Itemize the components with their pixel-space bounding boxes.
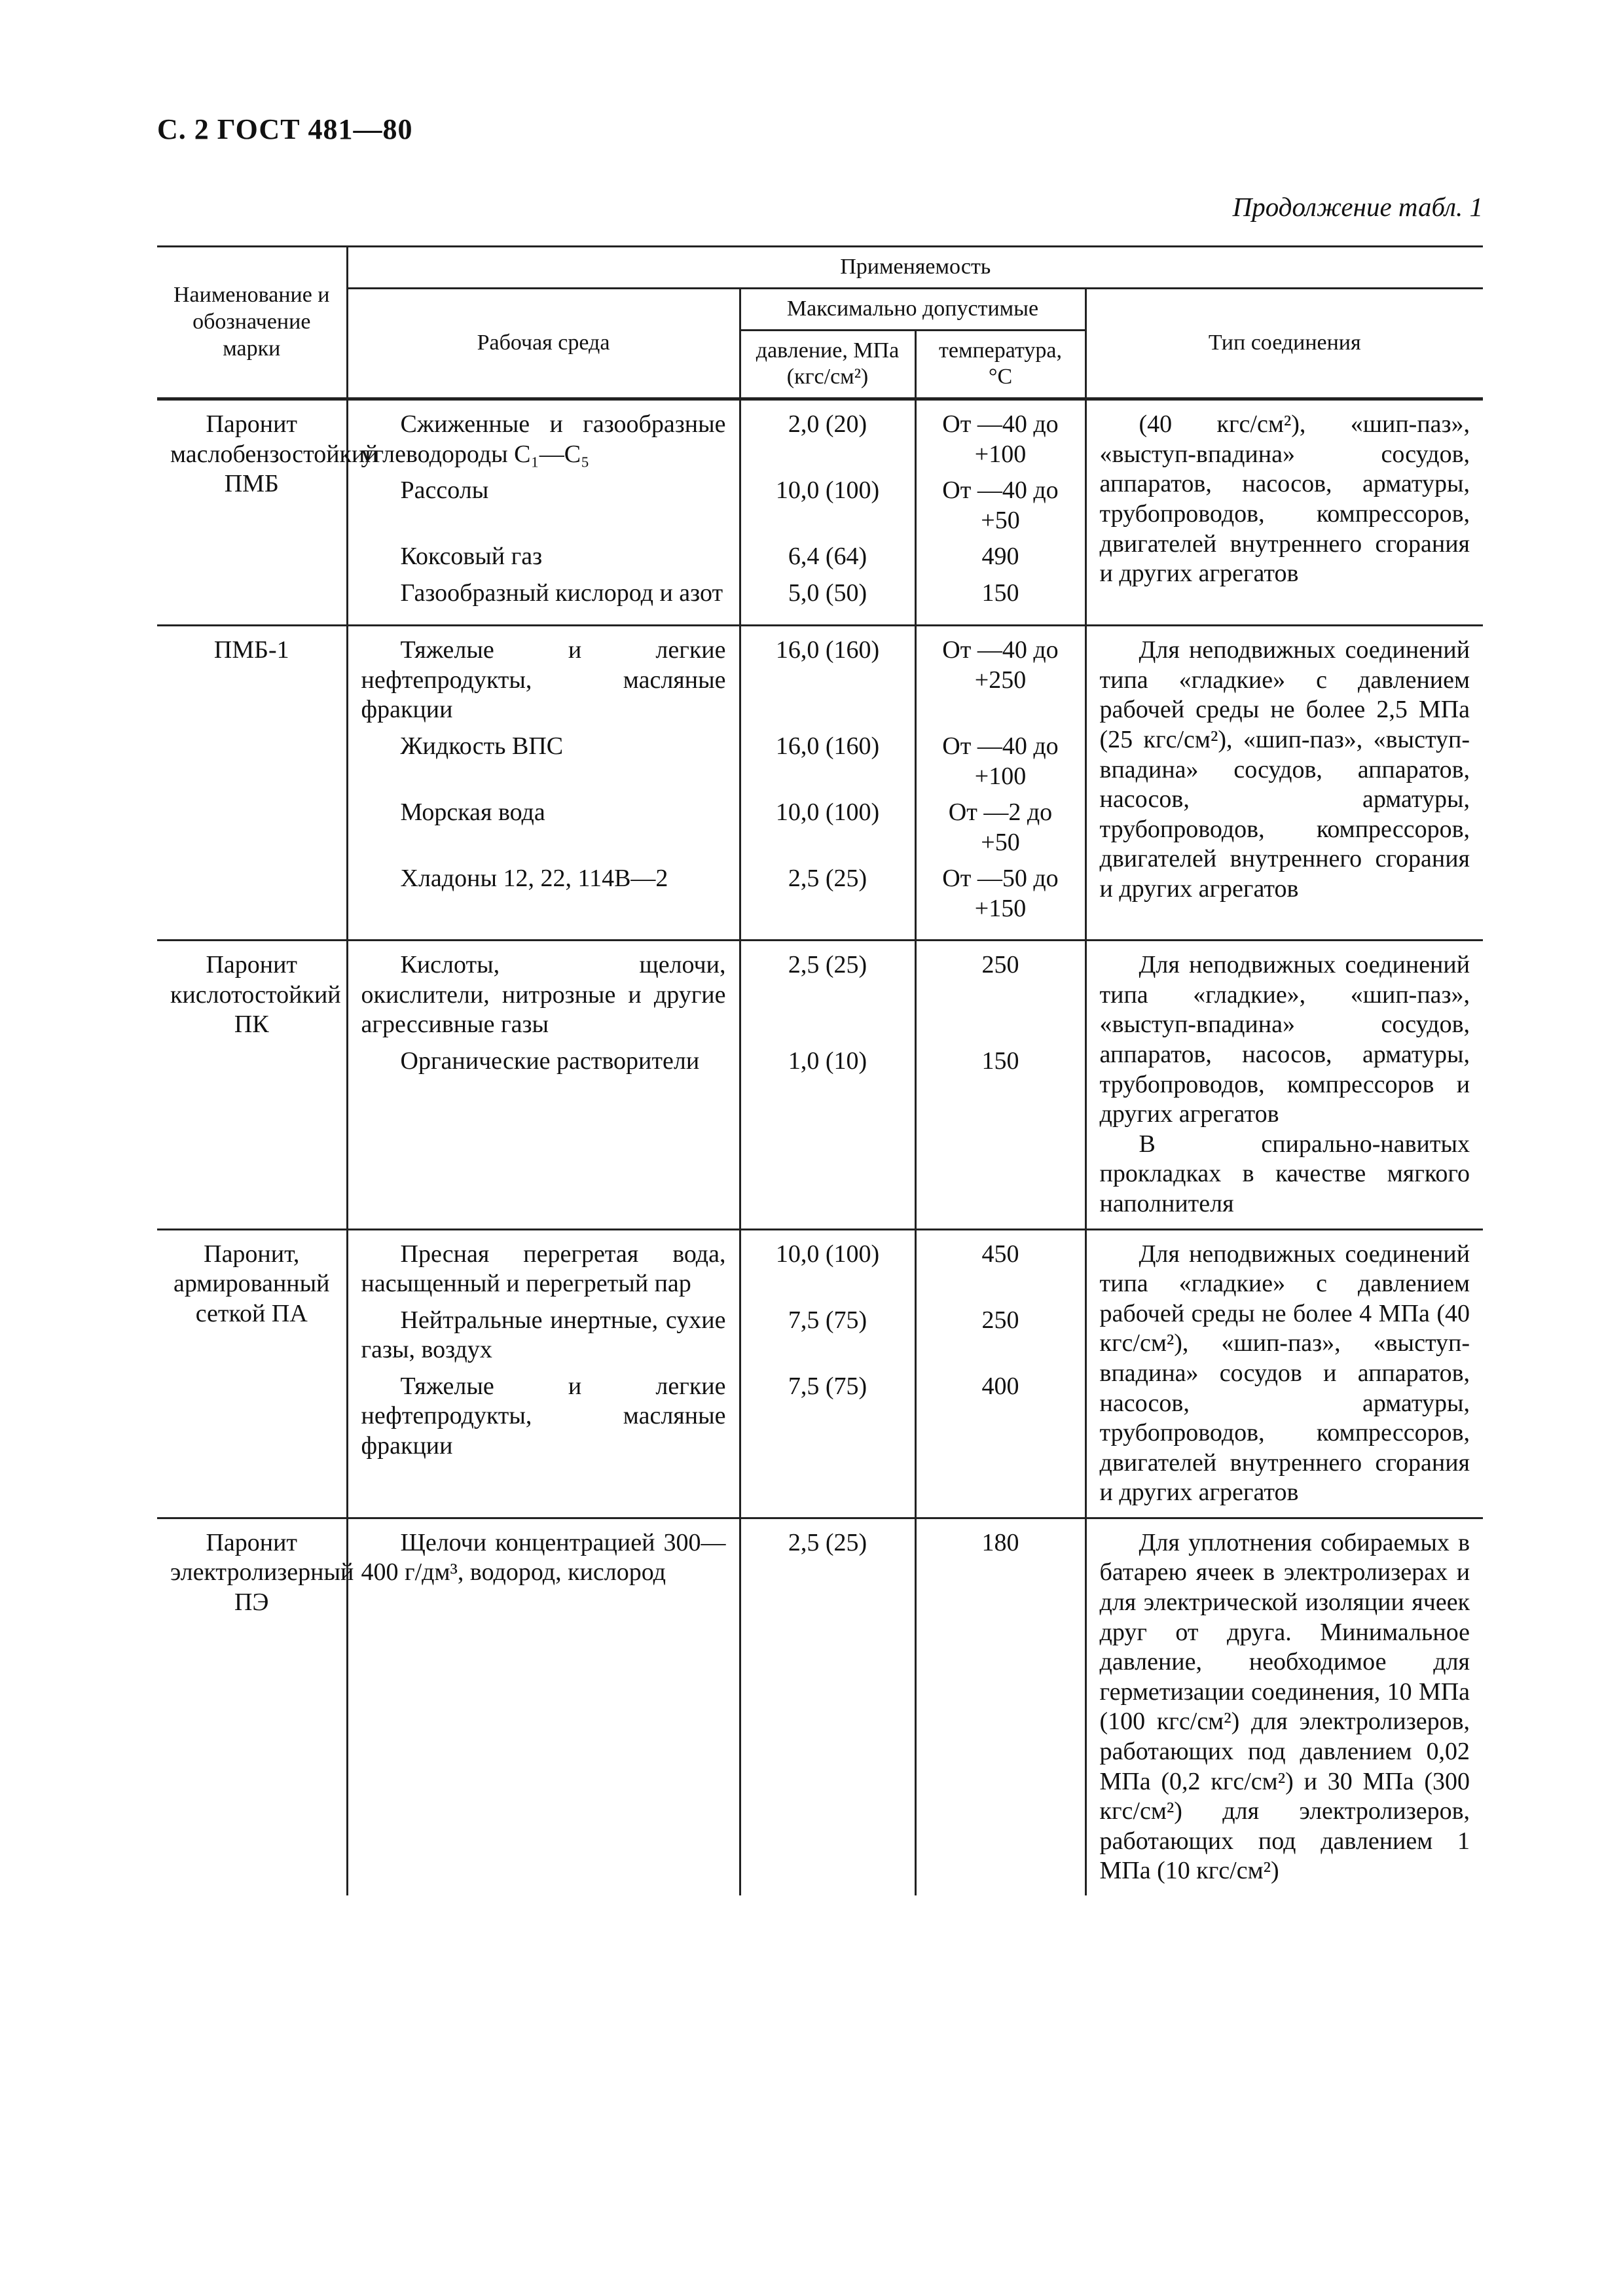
pressure-cell: [740, 1518, 915, 1895]
connection-text: Для неподвижных соединений типа «гладкие» с давлением рабочей среды не более 4 МПа (40 кгс/см²), «шип-паз», «выступ-впадина» сосудов и аппаратов, насосов, арматуры, трубопроводов, компрессоров, двигателей внутреннего сгорания и других агрегатов: [1099, 1240, 1470, 1507]
temperature-value: От —40 до +50: [942, 476, 1059, 534]
header-connection: Тип соединения: [1085, 288, 1483, 399]
temperature-value: 150: [981, 579, 1019, 607]
medium-item: Жидкость ВПС: [400, 732, 564, 761]
connection-extra-text: В спирально-навитых прокладках в качестве мягкого наполнителя: [1099, 1130, 1470, 1217]
medium-item: Рассолы: [400, 476, 489, 505]
medium-item: Газообразный кислород и азот: [400, 579, 723, 607]
medium-cell: [347, 1229, 740, 1518]
connection-text: (40 кгс/см²), «шип-паз», «выступ-впадина» сосудов, аппаратов, насосов, арматуры, трубопроводов, компрессоров, двигателей внутреннего сгорания и других агрегатов: [1099, 410, 1470, 588]
temperature-value: От —2 до +50: [948, 798, 1053, 856]
temperature-value: 250: [981, 1306, 1019, 1334]
connection-text: Для неподвижных соединений типа «гладкие» с давлением рабочей среды не более 2,5 МПа (25 кгс/см²), «шип-паз», «выступ-впадина» сосудов, аппаратов, насосов, арматуры, трубопроводов, компрессоров, двигателей внутреннего сгорания и других агрегатов: [1099, 636, 1470, 903]
table-body: [157, 399, 1483, 1895]
pressure-value: 2,0 (20): [788, 410, 867, 439]
header-temperature: температура, °С: [915, 330, 1085, 399]
medium-item: Хладоны 12, 22, 114В—2: [400, 865, 668, 893]
temperature-value: 450: [981, 1240, 1019, 1268]
temperature-value: 250: [981, 951, 1019, 979]
pressure-value: 10,0 (100): [775, 1240, 880, 1268]
medium-item: Органические растворители: [400, 1047, 700, 1075]
pressure-value: 5,0 (50): [788, 579, 867, 607]
table-row: [157, 941, 1483, 1229]
grade-name-cell: Паронит маслобензостойкий ПМБ: [170, 410, 378, 498]
temperature-value: От —50 до +150: [942, 865, 1059, 922]
temperature-value: 180: [981, 1528, 1019, 1556]
temperature-value: 400: [981, 1372, 1019, 1400]
header-name: Наименование и обозначение марки: [157, 247, 347, 399]
pressure-value: 2,5 (25): [788, 865, 867, 893]
medium-cell: [347, 399, 740, 626]
medium-cell: [347, 626, 740, 941]
pressure-value: 7,5 (75): [788, 1306, 867, 1334]
grade-name-cell: Паронит электролизерный ПЭ: [170, 1528, 354, 1617]
pressure-value: 7,5 (75): [788, 1372, 867, 1400]
medium-item: Сжиженные и газообразные углеводороды С₁—С₅: [361, 410, 726, 468]
medium-item: Тяжелые и легкие нефтепродукты, масляные фракции: [361, 636, 726, 724]
temperature-cell: [915, 941, 1085, 1229]
pressure-value: 10,0 (100): [775, 476, 880, 505]
medium-item: Нейтральные инертные, сухие газы, воздух: [361, 1306, 726, 1364]
medium-item: Тяжелые и легкие нефтепродукты, масляные фракции: [361, 1372, 726, 1460]
temperature-value: От —40 до +250: [942, 636, 1059, 694]
temperature-value: От —40 до +100: [942, 732, 1059, 790]
grade-name-cell: Паронит, армированный сеткой ПА: [173, 1240, 330, 1327]
table-continuation-label: Продолжение табл. 1: [1232, 192, 1483, 222]
pressure-cell: [740, 626, 915, 941]
medium-cell: [347, 941, 740, 1229]
grade-name-cell: Паронит кислотостойкий ПК: [170, 951, 341, 1039]
header-applicability: Применяемость: [347, 247, 1483, 289]
temperature-cell: [915, 1229, 1085, 1518]
pressure-cell: [740, 1229, 915, 1518]
header-pressure: давление, МПа (кгс/см²): [740, 330, 915, 399]
pressure-value: 2,5 (25): [788, 951, 867, 979]
table-row: [157, 399, 1483, 626]
medium-item: Щелочи концентрацией 300—400 г/дм³, водород, кислород: [361, 1528, 726, 1587]
applicability-table: [157, 245, 1483, 1895]
pressure-cell: [740, 399, 915, 626]
temperature-value: От —40 до +100: [942, 410, 1059, 468]
pressure-value: 10,0 (100): [775, 798, 880, 827]
connection-cell: [1085, 941, 1483, 1229]
connection-cell: [1085, 626, 1483, 941]
grade-name-cell: ПМБ-1: [213, 636, 289, 664]
pressure-cell: [740, 941, 915, 1229]
medium-cell: [347, 1518, 740, 1895]
temperature-cell: [915, 1518, 1085, 1895]
pressure-value: 16,0 (160): [775, 636, 880, 664]
medium-item: Морская вода: [400, 798, 545, 827]
pressure-value: 2,5 (25): [788, 1528, 867, 1556]
header-max: Максимально допустимые: [740, 288, 1085, 330]
page-header: С. 2 ГОСТ 481—80: [157, 113, 413, 145]
medium-item: Коксовый газ: [400, 543, 543, 571]
connection-cell: [1085, 399, 1483, 626]
pressure-value: 6,4 (64): [788, 543, 867, 571]
connection-text: Для уплотнения собираемых в батарею ячеек в электролизерах и для электрической изоляции ячеек друг от друга. Минимальное давление, необходимое для герметизации соединения, 10 МПа (100 кгс/см²) для электролизеров, работающих под давлением 0,02 МПа (0,2 кгс/см²) и 30 МПа (300 кгс/см²) для электролизеров, работающих под давлением 1 МПа (10 кгс/см²): [1099, 1528, 1470, 1885]
medium-item: Пресная перегретая вода, насыщенный и перегретый пар: [361, 1240, 726, 1298]
medium-item: Кислоты, щелочи, окислители, нитрозные и другие агрессивные газы: [361, 951, 726, 1039]
connection-cell: [1085, 1229, 1483, 1518]
temperature-value: 150: [981, 1047, 1019, 1075]
header-medium: Рабочая среда: [347, 288, 740, 399]
table-header: [157, 247, 1483, 399]
connection-text: Для неподвижных соединений типа «гладкие», «шип-паз», «выступ-впадина» сосудов, аппаратов, насосов, арматуры, трубопроводов, компрессоров и других агрегатов: [1099, 951, 1470, 1128]
connection-cell: [1085, 1518, 1483, 1895]
table-row: [157, 1229, 1483, 1518]
temperature-cell: [915, 399, 1085, 626]
temperature-cell: [915, 626, 1085, 941]
pressure-value: 1,0 (10): [788, 1047, 867, 1075]
pressure-value: 16,0 (160): [775, 732, 880, 761]
table-row: [157, 626, 1483, 941]
temperature-value: 490: [981, 543, 1019, 571]
table-row: [157, 1518, 1483, 1895]
